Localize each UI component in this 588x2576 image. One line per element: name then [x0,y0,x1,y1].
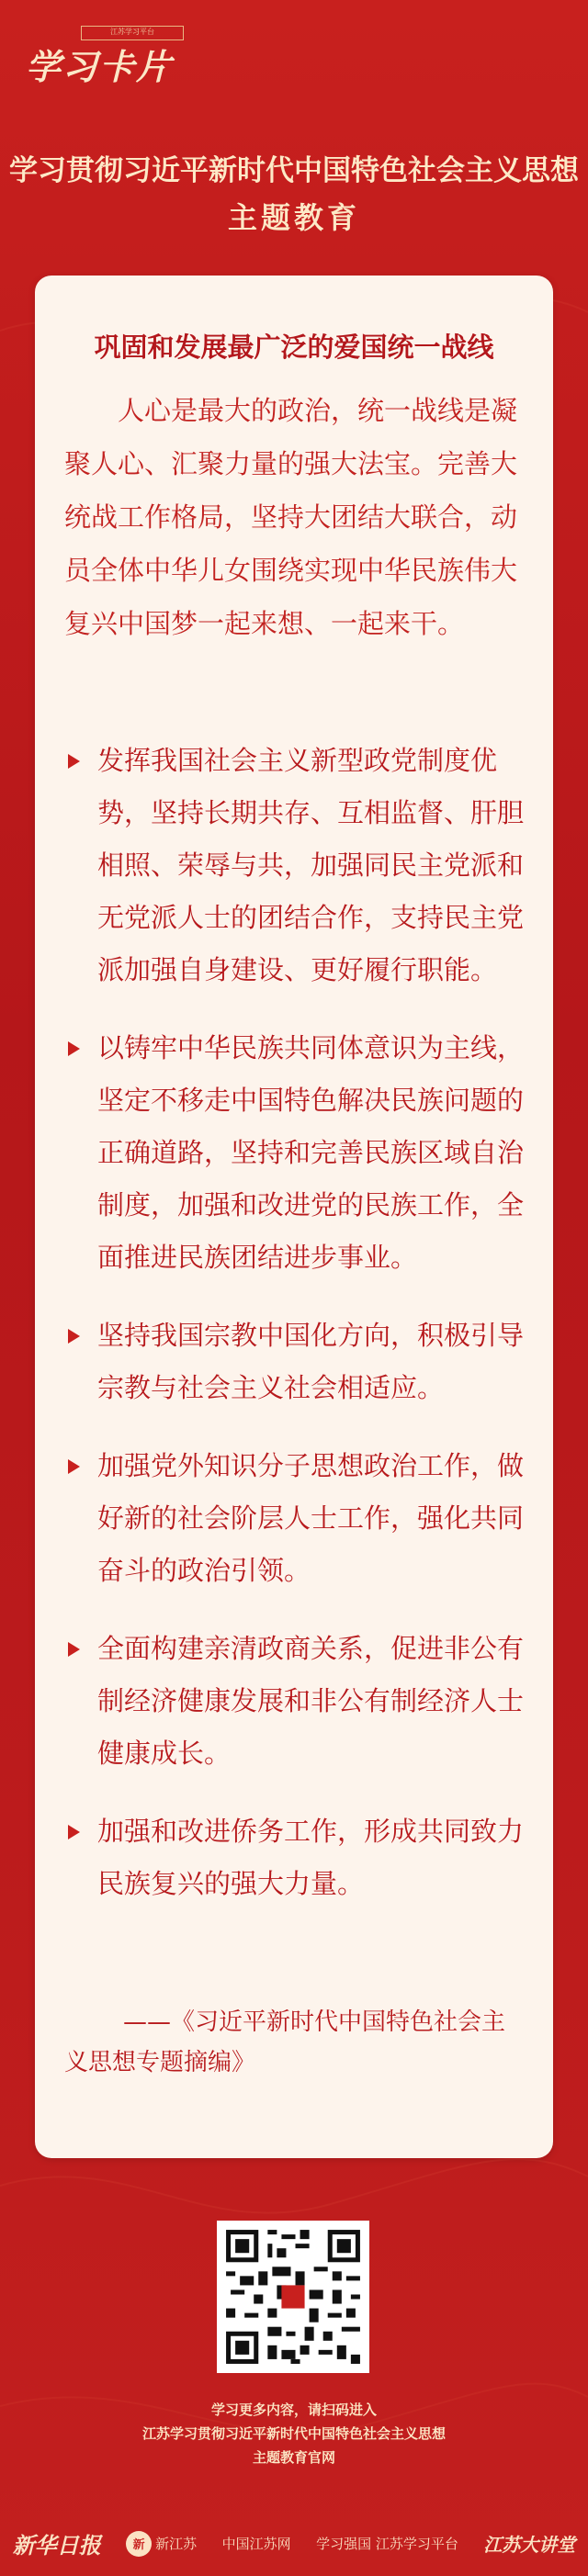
triangle-bullet-icon [68,1642,80,1657]
page-title: 学习贯彻习近平新时代中国特色社会主义思想 [9,154,579,187]
logo-xinhua-daily: 新华日报 [12,2532,101,2559]
list-item [64,1022,524,1284]
triangle-bullet-icon [68,1825,80,1839]
list-item [64,1440,524,1597]
list-item-text: 全面构建亲清政商关系，促进非公有制经济健康发展和非公有制经济人士健康成长。 [97,1633,525,1769]
list-item [64,735,524,996]
list-item-text: 发挥我国社会主义新型政党制度优势，坚持长期共存、互相监督、肝胆相照、荣辱与共，加强同民主党派和无党派人士的团结合作，支持民主党派加强自身建设、更好履行职能。 [97,745,525,985]
logo-new-jiangsu: 新 新江苏 [126,2531,197,2557]
list-item-text: 加强和改进侨务工作，形成共同致力民族复兴的强大力量。 [97,1816,525,1899]
triangle-bullet-icon [68,1459,80,1474]
triangle-bullet-icon [68,754,80,769]
new-jiangsu-icon: 新 [126,2531,152,2557]
qr-caption-line1: 学习更多内容，请扫码进入 [210,2402,377,2418]
triangle-bullet-icon [68,1329,80,1344]
brand-seal: 江苏学习平台 [81,26,184,40]
logo-jiangsu-lecture: 江苏大讲堂 [483,2534,576,2556]
logo-xuexi-qiangguo: 学习强国 江苏学习平台 [316,2536,458,2552]
list-item [64,1805,524,1910]
card-title: 巩固和发展最广泛的爱国统一战线 [94,332,494,363]
list-item-text: 以铸牢中华民族共同体意识为主线，坚定不移走中国特色解决民族问题的正确道路，坚持和完善民族区域自治制度，加强和改进党的民族工作，全面推进民族团结进步事业。 [97,1032,525,1273]
page-subtitle: 主题教育 [227,200,360,235]
footer-logos [0,2527,588,2559]
list-item [64,1310,524,1414]
brand-name: 学习卡片 [26,46,174,87]
intro-paragraph: 人心是最大的政治，统一战线是凝聚人心、汇聚力量的强大法宝。完善大统战工作格局，坚持大团结大联合，动员全体中华儿女围绕实现中华民族伟大复兴中国梦一起来想、一起来干。 [64,395,518,639]
qr-caption-line2: 江苏学习贯彻习近平新时代中国特色社会主义思想 [141,2425,446,2442]
list-item [64,1623,524,1780]
logo-jschina: 中国江苏网 [221,2536,291,2552]
brand-logo [26,28,174,89]
list-item-text: 坚持我国宗教中国化方向，积极引导宗教与社会主义社会相适应。 [97,1320,525,1403]
content-card [35,276,553,2158]
source-citation: ——《习近平新时代中国特色社会主义思想专题摘编》 [64,2008,506,2076]
triangle-bullet-icon [68,1041,80,1056]
bullet-list [64,735,524,1936]
qr-caption-line3: 主题教育官网 [252,2449,335,2466]
qr-code-icon[interactable] [217,2221,369,2373]
list-item-text: 加强党外知识分子思想政治工作，做好新的社会阶层人士工作，强化共同奋斗的政治引领。 [97,1450,525,1586]
